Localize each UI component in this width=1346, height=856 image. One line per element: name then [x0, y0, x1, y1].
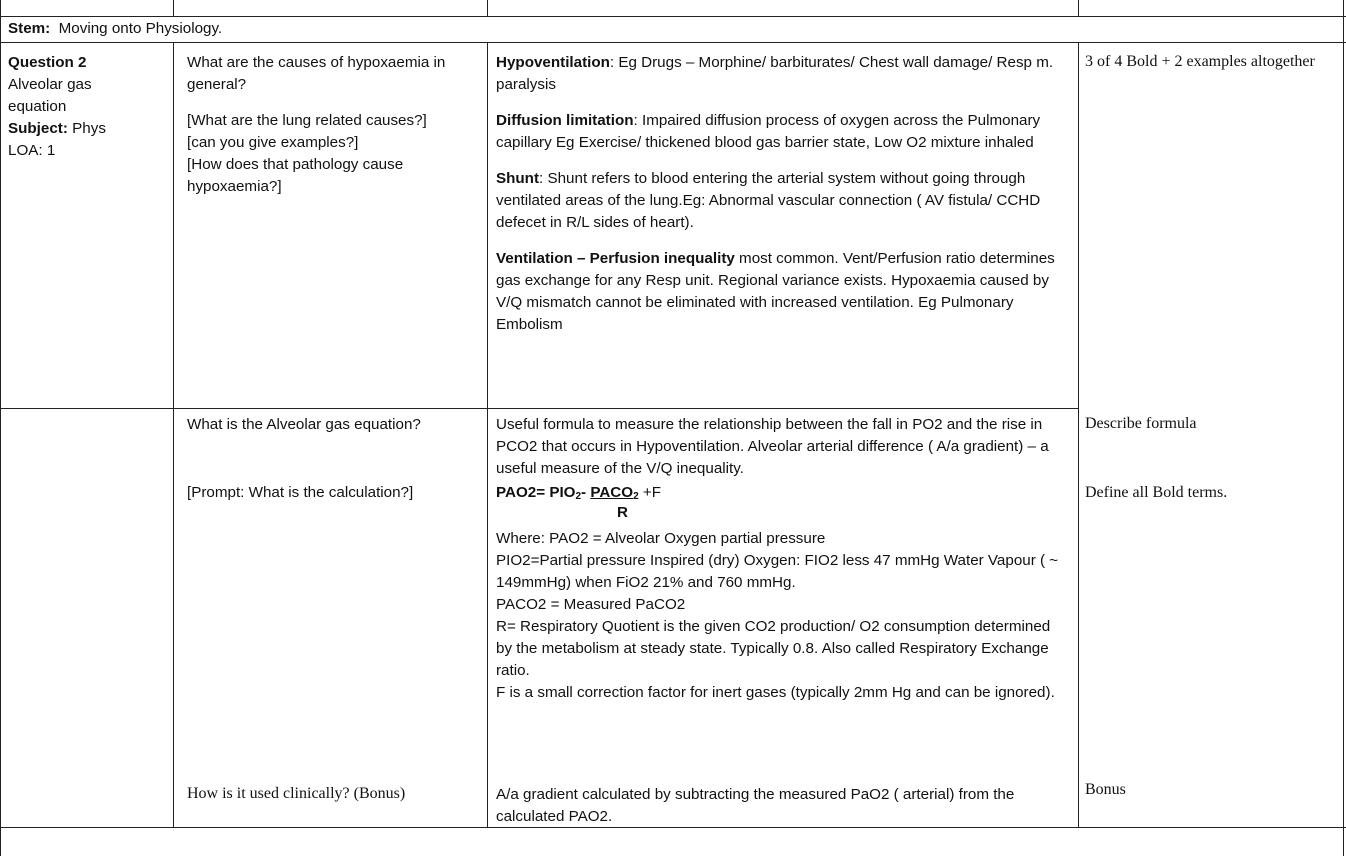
answer-diffusion [496, 110, 1064, 154]
question-title: Question 2 [8, 54, 87, 71]
col-divider-2-top [487, 0, 488, 16]
subject-value: Phys [72, 120, 106, 137]
answer-vq-text: most common. Vent/Perfusion ratio determines gas exchange for any Resp unit. Regional variance exists. Hypoxaemia caused by V/Q mismatch cannot be eliminated with increased ventilation. Eg Pulmonary Embolism [496, 250, 1055, 333]
answer-vq-term: Ventilation – Perfusion inequality [496, 250, 735, 267]
table-border-left [0, 0, 1, 856]
answer-hypoventilation [496, 52, 1064, 96]
q2-definitions [496, 528, 1066, 704]
col-divider-1 [173, 42, 174, 827]
equation-denominator: R [617, 504, 628, 521]
alveolar-gas-equation [496, 482, 1064, 526]
q2-marking-2: Define all Bold terms. [1085, 484, 1228, 501]
answer-hypoventilation-term: Hypoventilation [496, 54, 610, 71]
table-border-stem [0, 42, 1346, 43]
answer-diffusion-term: Diffusion limitation [496, 112, 634, 129]
q1-prompt-1: [What are the lung related causes?] [187, 112, 427, 129]
answer-hypoventilation-text: : Eg Drugs – Morphine/ barbiturates/ Chest wall damage/ Resp m. paralysis [496, 54, 1054, 93]
equation-tail: +F [638, 484, 662, 501]
answer-shunt [496, 168, 1064, 234]
q3-question: How is it used clinically? (Bonus) [187, 785, 406, 802]
question-topic: Alveolar gas equation [8, 76, 92, 115]
stem-row [8, 18, 222, 40]
table-border-right [1343, 0, 1344, 856]
q1-marking: 3 of 4 Bold + 2 examples altogether [1085, 53, 1315, 70]
col-divider-3 [1078, 42, 1079, 827]
q1-prompt-2: [can you give examples?] [187, 134, 359, 151]
answer-diffusion-text: : Impaired diffusion process of oxygen across the Pulmonary capillary Eg Exercise/ thickened blood gas barrier state, Low O2 mixture inhaled [496, 112, 1041, 151]
stem-label: Stem: [8, 20, 51, 37]
q3-marking: Bonus [1085, 781, 1126, 798]
col-divider-1-top [173, 0, 174, 16]
q1-answers [496, 52, 1064, 336]
def-r: R= Respiratory Quotient is the given CO2 production/ O2 consumption determined by the metabolism at steady state. Typically 0.8. Also called Respiratory Exchange ratio. [496, 618, 1051, 679]
q1-question: What are the causes of hypoxaemia in general? [187, 54, 446, 93]
def-paco2: PACO2 = Measured PaCO2 [496, 596, 686, 613]
col-divider-3-top [1078, 0, 1079, 16]
answer-shunt-text: : Shunt refers to blood entering the arterial system without going through ventilated areas of the lung.Eg: Abnormal vascular connection ( AV fistula/ CCHD defecet in R/L sides of heart). [496, 170, 1041, 231]
loa: LOA: 1 [8, 142, 56, 159]
q1-question-block [187, 52, 483, 198]
def-pao2: Where: PAO2 = Alveolar Oxygen partial pressure [496, 530, 826, 547]
def-pio2: PIO2=Partial pressure Inspired (dry) Oxygen: FIO2 less 47 mmHg Water Vapour ( ~ 149mmHg) when FiO2 21% and 760 mmHg. [496, 552, 1059, 591]
q1-prompt-3: [How does that pathology cause hypoxaemia?] [187, 156, 404, 195]
col-divider-2 [487, 42, 488, 827]
q3-answer: A/a gradient calculated by subtracting the measured PaO2 ( arterial) from the calculated PAO2. [496, 786, 1015, 825]
stem-text: Moving onto Physiology. [58, 20, 223, 37]
question-info [8, 52, 168, 162]
table-border-top [0, 16, 1346, 17]
def-f: F is a small correction factor for inert gases (typically 2mm Hg and can be ignored). [496, 684, 1055, 701]
answer-vq [496, 248, 1064, 336]
section-divider [0, 408, 1078, 409]
q2-prompt: [Prompt: What is the calculation?] [187, 484, 414, 501]
q2-marking-1: Describe formula [1085, 415, 1197, 432]
equation-lhs: $PAO2= PIO_2-$ $PACO_2$ [496, 484, 639, 502]
subject-label: Subject: [8, 120, 68, 137]
q2-intro: Useful formula to measure the relationship between the fall in PO2 and the rise in PCO2 that occurs in Hypoventilation. Alveolar arterial difference ( A/a gradient) – a useful measure of the V/Q inequality. [496, 416, 1049, 477]
answer-shunt-term: Shunt [496, 170, 540, 187]
q2-question: What is the Alveolar gas equation? [187, 416, 421, 433]
